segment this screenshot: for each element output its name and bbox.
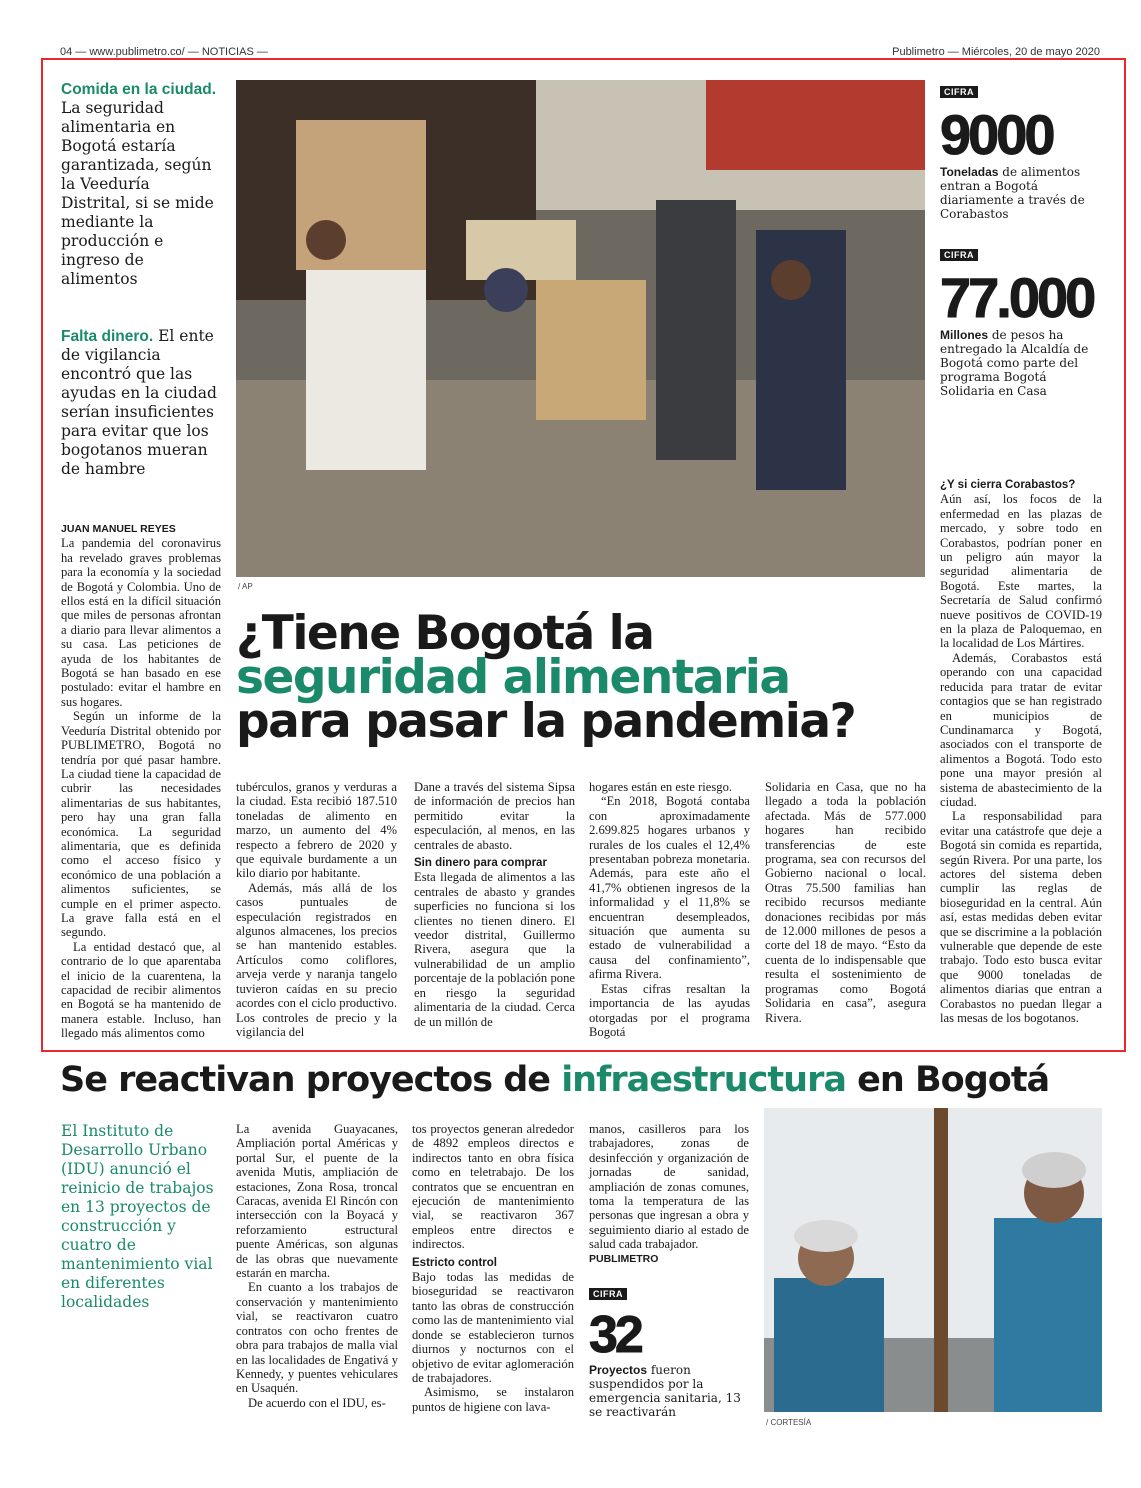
- paragraph: tos proyectos generan alrededor de 4892 empleos directos e indirectos tanto en obra física como en teletrabajo. De los contratos que se encuentran en ejecución de mantenimiento vial, se reactivaron 367 empleos entre directos e indirectos.: [412, 1122, 574, 1252]
- stat-caption-9000: [940, 165, 1102, 221]
- subheading: Sin dinero para comprar: [414, 857, 547, 870]
- paragraph: Solidaria en Casa, que no ha llegado a toda la población afectada. Más de 577.000 hogares han recibido transferencias de este programa, sea con recursos del Gobierno nacional o local. Otras 75.500 familias han recibido recursos mediante donaciones recibidas por más de 12.000 millones de pesos a corte del 18 de mayo. “Esto da cuenta de lo indispensable que resulta el sostenimiento de programas como Bogotá Solidaria en casa”, asegura Rivera.: [765, 780, 926, 1025]
- article-column-4: [589, 780, 750, 1039]
- lede-comida: [61, 80, 221, 289]
- stat-caption-bold: Toneladas: [940, 165, 999, 179]
- paragraph: Bajo todas las medidas de bioseguridad se reactivaron tanto las obras de construcción como las de mantenimiento vial donde se establecieron turnos diurnos y nocturnos con el objetivo de evitar aglomeración de trabajadores.: [412, 1270, 574, 1385]
- stat-caption-bold: Proyectos: [589, 1363, 648, 1377]
- paragraph: La avenida Guayacanes, Ampliación portal Américas y portal Sur, el puente de la avenida Mutis, ampliación de estaciones, Zona Rosa, troncal Caracas, avenida El Rincón con intersección con la Boyacá y reforzamiento estructural puente Américas, son algunas de las obras que nuevamente estarán en marcha.: [236, 1122, 398, 1281]
- paragraph: Asimismo, se instalaron puntos de higiene con lava-: [412, 1385, 574, 1414]
- story2-column-3: [589, 1122, 749, 1266]
- stat-number-32: 32: [589, 1306, 641, 1364]
- paragraph: manos, casilleros para los trabajadores, zonas de desinfección y organización de jornadas de sanidad, ampliación de zonas comunes, toma la temperatura de las personas que ingresan a obra y seguimiento diario al estado de salud cada trabajador.: [589, 1122, 749, 1252]
- article-column-3: [414, 780, 575, 1029]
- author-byline: JUAN MANUEL REYES: [61, 523, 176, 535]
- stat-caption-bold: Millones: [940, 328, 989, 342]
- paragraph: Estas cifras resaltan la importancia de las ayudas otorgadas por el programa Bogotá: [589, 981, 750, 1039]
- article-column-2: [236, 780, 397, 1039]
- lede-comida-title: Comida en la ciudad.: [61, 81, 217, 98]
- headline-part: en Bogotá: [845, 1060, 1050, 1100]
- main-headline: [236, 606, 936, 749]
- author-byline: PUBLIMETRO: [589, 1252, 659, 1265]
- stat-number-77000: 77.000: [940, 266, 1094, 329]
- paragraph: Además, más allá de los casos puntuales de especulación registrados en algunos almacenes, los precios se han mantenido estables. Artículos como coliflores, arveja verde y naranja tangelo tuvieron caídas en su precio acordes con el ciclo productivo. Los controles de precio y la vigilancia del: [236, 880, 397, 1039]
- cifra-label: CIFRA: [940, 249, 978, 261]
- paragraph: Además, Corabastos está operando con una capacidad reducida para tratar de evitar contagios que se han registrado en municipios de Cundinamarca y Bogotá, asociados con el transporte de alimentos a Bogotá. Todo esto pone una mayor presión al sistema de abastecimiento de la ciudad.: [940, 650, 1102, 809]
- paragraph: tubérculos, granos y verduras a la ciudad. Esta recibió 187.510 toneladas de alimento en marzo, un aumento del 4% respecto a febrero de 2020 y que equivale burdamente a un kilo diario por habitante.: [236, 780, 397, 881]
- photo-illustration: [236, 80, 925, 577]
- headline-part: Se reactivan proyectos de: [60, 1060, 562, 1100]
- stat-caption-text: fueron suspendidos por la emergencia sanitaria, 13 se reactivarán: [589, 1363, 741, 1419]
- stat-number-9000: 9000: [940, 103, 1053, 166]
- cifra-label: CIFRA: [940, 86, 978, 98]
- header-right: Publimetro — Miércoles, 20 de mayo 2020: [892, 46, 1100, 58]
- right-rail: [940, 80, 1102, 398]
- cifra-label: CIFRA: [589, 1288, 627, 1300]
- paragraph: Según un informe de la Veeduría Distrital obtenido por PUBLIMETRO, Bogotá no tendría por qué pasar hambre. La ciudad tiene la capacidad de cubrir las necesidades alimentarias de sus habitantes, pero hay una gran falla económica. La seguridad alimentaria, que es definida como el acceso físico y económico de una población a alimentos suficientes, se cumple en el primer aspecto. La grave falla está en el segundo.: [61, 709, 221, 940]
- story2-photo: [764, 1108, 1102, 1412]
- story2-stat: [589, 1282, 749, 1419]
- headline-part-green: infraestructura: [561, 1060, 846, 1100]
- paragraph: hogares están en este riesgo.: [589, 780, 733, 794]
- right-rail-article: [940, 478, 1102, 1025]
- story2-column-1: [236, 1122, 398, 1410]
- story2-photo-credit: / CORTESÍA: [766, 1418, 812, 1427]
- stat-caption-text: de pesos ha entregado la Alcaldía de Bogotá como parte del programa Bogotá Solidaria en Casa: [940, 328, 1089, 398]
- lede-dinero-text: El ente de vigilancia encontró que las ayudas en la ciudad serían insuficientes para evitar que los bogotanos mueran de hambre: [61, 327, 217, 478]
- stat-caption-text: de alimentos entran a Bogotá diariamente a través de Corabastos: [940, 165, 1085, 221]
- headline-line-1: ¿Tiene Bogotá la: [236, 606, 654, 661]
- paragraph: Aún así, los focos de la enfermedad en las plazas de mercado, y sobre todo en Corabastos, podrían poner en un peligro aún mayor la seguridad alimentaria de Bogotá. Este martes, la Secretaría de Salud confirmó nueve positivos de COVID-19 en la plaza de Paloquemao, en la localidad de Los Mártires.: [940, 492, 1102, 651]
- header-left: 04 — www.publimetro.co/ — NOTICIAS —: [60, 46, 268, 58]
- paragraph: La entidad destacó que, al contrario de lo que aparentaba el inicio de la cuarentena, la capacidad de recibir alimentos en Bogotá se ha mantenido de manera estable. Incluso, han llegado más alimentos como: [61, 939, 221, 1041]
- paragraph: Esta llegada de alimentos a las centrales de abasto y grandes superficies no funciona si los clientes no tienen dinero. El veedor distrital, Guillermo Rivera, asegura que la vulnerabilidad de un amplio porcentaje de la población pone en riesgo la seguridad alimentaria de la ciudad. Cerca de un millón de: [414, 870, 575, 1029]
- lede-dinero-title: Falta dinero.: [61, 328, 154, 345]
- story2-headline: [60, 1060, 1049, 1100]
- main-photo: [236, 80, 925, 577]
- paragraph: Dane a través del sistema Sipsa de información de precios han permitido evitar la especulación, al menos, en las centrales de abasto.: [414, 780, 575, 852]
- workers-photo-illustration: [764, 1108, 1102, 1412]
- headline-line-2: seguridad alimentaria: [236, 650, 790, 705]
- subheading: ¿Y si cierra Corabastos?: [940, 479, 1076, 491]
- paragraph: En cuanto a los trabajos de conservación y mantenimiento vial, se reactivaron cuatro contratos con ocho frentes de obra para trabajos de malla vial en las localidades de Engativá y Kennedy, y puentes vehiculares en Usaquén.: [236, 1280, 398, 1396]
- headline-line-3: para pasar la pandemia?: [236, 694, 856, 749]
- subheading: Estricto control: [412, 1256, 497, 1269]
- paragraph: La responsabilidad para evitar una catástrofe que deje a Bogotá sin comida es repartida, según Rivera. Por una parte, los actores del sistema deben cumplir las reglas de bioseguridad en la central. Aún así, estas medidas deben evitar que se discrimine a la población vulnerable que depende de este trabajo. Todo esto busca evitar que 9000 toneladas de alimentos diarias que entran a Corabastos no puedan llegar a las mesas de los bogotanos.: [940, 809, 1102, 1026]
- lede-comida-text: La seguridad alimentaria en Bogotá estaría garantizada, según la Veeduría Distrital, si se mide mediante la producción e ingreso de alimentos: [61, 99, 214, 288]
- stat-caption-32: [589, 1363, 749, 1419]
- paragraph: De acuerdo con el IDU, es-: [248, 1395, 386, 1410]
- story2-column-2: [412, 1122, 574, 1414]
- paragraph: La pandemia del coronavirus ha revelado graves problemas para la economía y la sociedad de Bogotá y Colombia. Uno de ellos está en la difícil situación que miles de personas afrontan a diario para llevar alimentos a su casa. Las peticiones de ayuda de los habitantes de Bogotá se han basado en ese postulado: evitar el hambre en sus hogares.: [61, 536, 221, 709]
- article-column-5: [765, 780, 926, 1025]
- story2-lede: El Instituto de Desarrollo Urbano (IDU) anunció el reinicio de trabajos en 13 proyectos de construcción y cuatro de mantenimiento vial en diferentes localidades: [61, 1122, 214, 1311]
- stat-caption-77000: [940, 328, 1102, 398]
- paragraph: “En 2018, Bogotá contaba con aproximadamente 2.699.825 hogares urbanos y rurales de los cuales el 12,4% presentaban pobreza monetaria. Además, para este año el 41,7% obtienen ingresos de la informalidad y el 11,8% se encuentran desempleados, situación que aumenta su estado de vulnerabilidad a causa del confinamiento”, afirma Rivera.: [589, 794, 750, 982]
- article-column-1: [61, 522, 221, 1041]
- photo-credit: / AP: [238, 582, 253, 591]
- lede-dinero: [61, 327, 221, 479]
